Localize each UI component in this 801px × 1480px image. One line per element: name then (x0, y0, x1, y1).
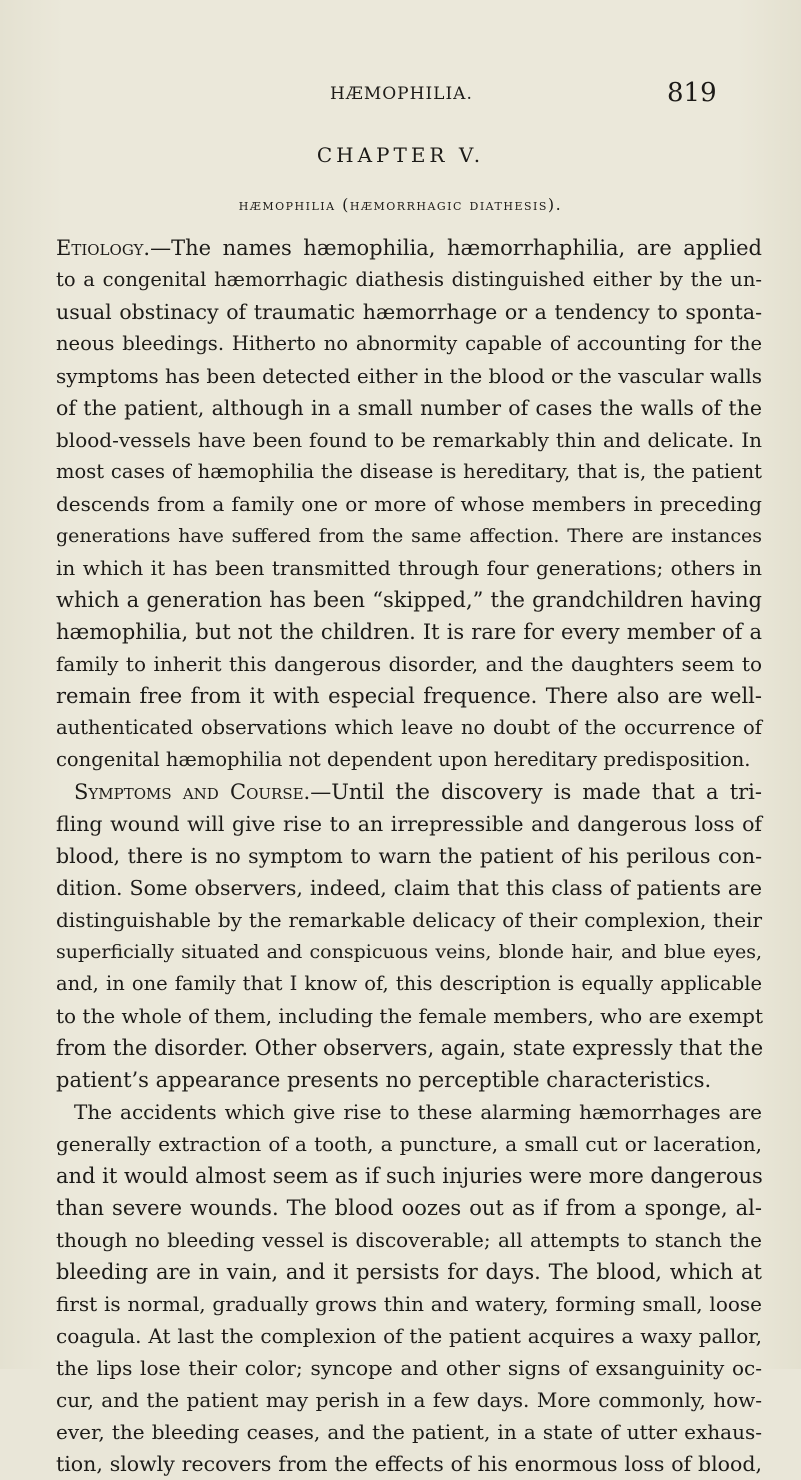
page-number: 819 (667, 78, 717, 108)
text-line: bleeding are in vain, and it persists for days. The blood, which at (56, 1260, 762, 1284)
etiology-heading: Etiology. (56, 236, 151, 260)
text-line: to the whole of them, including the female members, who are exempt (56, 1004, 764, 1028)
text-line (56, 232, 762, 264)
text-line: generations have suffered from the same affection. There are instances (56, 525, 762, 547)
text-line: ever, the bleeding ceases, and the patient, in a state of utter exhaus- (56, 1420, 762, 1444)
text-line: from the disorder. Other observers, again, state expressly that the (56, 1036, 764, 1060)
text-line: and, in one family that I know of, this description is equally applicable (56, 972, 762, 995)
text-line-content: —The names hæmophilia, hæmorrhaphilia, are applied (150, 236, 762, 260)
text-line: descends from a family one or more of whose members in preceding (56, 492, 762, 516)
text-line: symptoms has been detected either in the blood or the vascular walls (56, 364, 762, 388)
text-line: blood-vessels have been found to be remarkably thin and delicate. In (56, 428, 762, 452)
text-line: cur, and the patient may perish in a few days. More commonly, how- (56, 1388, 762, 1412)
text-line: the lips lose their color; syncope and other signs of exsanguinity oc- (56, 1356, 762, 1380)
text-line: and it would almost seem as if such injuries were more dangerous (56, 1164, 763, 1188)
text-line: patient’s appearance presents no perceptible characteristics. (56, 1068, 712, 1092)
text-line: coagula. At last the complexion of the patient acquires a waxy pallor, (56, 1324, 762, 1348)
text-line: in which it has been transmitted through four generations; others in (56, 556, 762, 580)
text-line: tion, slowly recovers from the effects of his enormous loss of blood, (56, 1452, 762, 1476)
text-line: family to inherit this dangerous disorder, and the daughters seem to (56, 652, 762, 676)
text-line: most cases of hæmophilia the disease is hereditary, that is, the patient (56, 460, 762, 483)
text-line: usual obstinacy of traumatic hæmorrhage or a tendency to sponta- (56, 300, 762, 324)
text-line: hæmophilia, but not the children. It is rare for every member of a (56, 620, 762, 644)
text-line: first is normal, gradually grows thin and watery, forming small, loose (56, 1292, 762, 1316)
text-line: generally extraction of a tooth, a puncture, a small cut or laceration, (56, 1132, 762, 1156)
text-line: distinguishable by the remarkable delicacy of their complexion, their (56, 908, 762, 932)
text-line-content: —Until the discovery is made that a tri- (310, 780, 762, 804)
text-line: fling wound will give rise to an irrepressible and dangerous loss of (56, 812, 762, 836)
text-line: than severe wounds. The blood oozes out as if from a sponge, al- (56, 1196, 762, 1220)
text-line: though no bleeding vessel is discoverable; all attempts to stanch the (56, 1228, 762, 1252)
body-text (56, 232, 762, 1480)
text-line: of the patient, although in a small number of cases the walls of the (56, 396, 762, 420)
symptoms-heading: Symptoms and Course. (74, 780, 311, 804)
text-line: dition. Some observers, indeed, claim that this class of patients are (56, 876, 762, 900)
text-line: to a congenital hæmorrhagic diathesis distinguished either by the un- (56, 268, 762, 291)
text-line: superficially situated and conspicuous veins, blonde hair, and blue eyes, (56, 941, 762, 963)
text-line: authenticated observations which leave no doubt of the occurrence of (56, 716, 762, 739)
text-line: The accidents which give rise to these alarming hæmorrhages are (74, 1100, 762, 1124)
chapter-title: CHAPTER V. (316, 143, 485, 167)
text-line: blood, there is no symptom to warn the patient of his perilous con- (56, 844, 762, 868)
text-line: remain free from it with especial frequence. There also are well- (56, 684, 762, 708)
text-line: congenital hæmophilia not dependent upon hereditary predisposition. (56, 748, 751, 771)
text-line (56, 776, 762, 808)
running-head: HÆMOPHILIA. (330, 84, 473, 104)
text-line: which a generation has been “skipped,” the grandchildren having (56, 588, 762, 612)
text-line: neous bleedings. Hitherto no abnormity capable of accounting for the (56, 332, 762, 355)
section-title: hæmophilia (hæmorrhagic diathesis). (238, 195, 563, 214)
